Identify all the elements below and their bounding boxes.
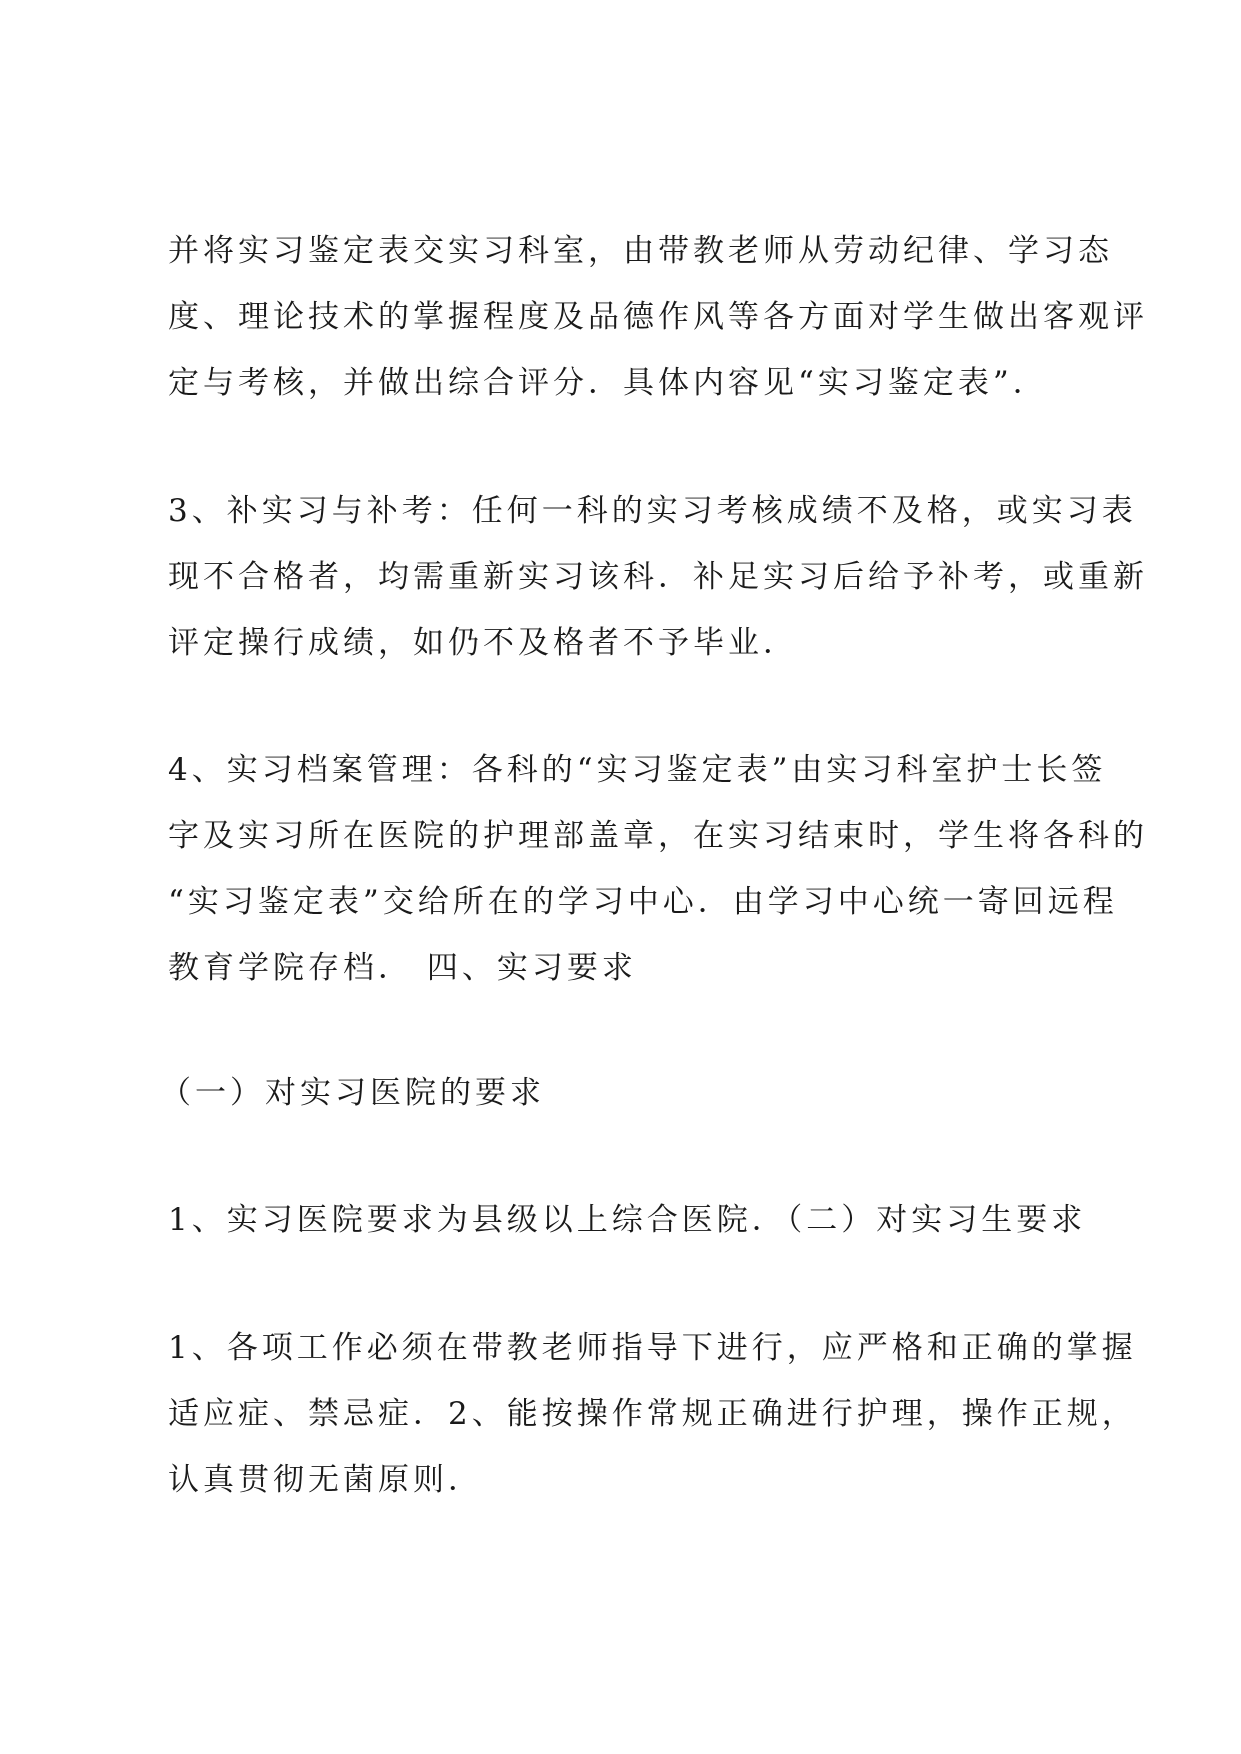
text-line: 度、理论技术的掌握程度及品德作风等各方面对学生做出客观评: [168, 299, 1148, 335]
text-line: 字及实习所在医院的护理部盖章，在实习结束时，学生将各科的: [168, 818, 1148, 854]
text-line: 1、各项工作必须在带教老师指导下进行，应严格和正确的掌握: [168, 1330, 1137, 1366]
text-line: 4、实习档案管理：各科的“实习鉴定表”由实习科室护士长签: [168, 752, 1107, 788]
text-line: 现不合格者，均需重新实习该科．补足实习后给予补考，或重新: [168, 559, 1148, 595]
text-line: 3、补实习与补考：任何一科的实习考核成绩不及格，或实习表: [168, 493, 1137, 529]
text-line: 1、实习医院要求为县级以上综合医院．（二）对实习生要求: [168, 1202, 1087, 1238]
text-line: 教育学院存档． 四、实习要求: [168, 950, 637, 986]
text-line: “实习鉴定表”交给所在的学习中心．由学习中心统一寄回远程: [168, 884, 1118, 920]
paragraph-evaluation-form: [168, 218, 1148, 416]
section-heading-hospital-requirements: [160, 1060, 1090, 1126]
text-line: 认真贯彻无菌原则．: [168, 1462, 483, 1498]
text-line: 评定操行成绩，如仍不及格者不予毕业．: [168, 625, 798, 661]
text-line: 定与考核，并做出综合评分．具体内容见“实习鉴定表”．: [168, 365, 1048, 401]
paragraph-intern-requirements: [168, 1315, 1137, 1513]
text-line: 适应症、禁忌症．2、能按操作常规正确进行护理，操作正规，: [168, 1396, 1137, 1432]
text-line: 并将实习鉴定表交实习科室，由带教老师从劳动纪律、学习态: [168, 233, 1113, 269]
text-line: （一）对实习医院的要求: [160, 1075, 545, 1111]
paragraph-archive-management: [168, 737, 1148, 1001]
paragraph-makeup-exam: [168, 478, 1148, 676]
paragraph-hospital-level: [168, 1187, 1098, 1253]
